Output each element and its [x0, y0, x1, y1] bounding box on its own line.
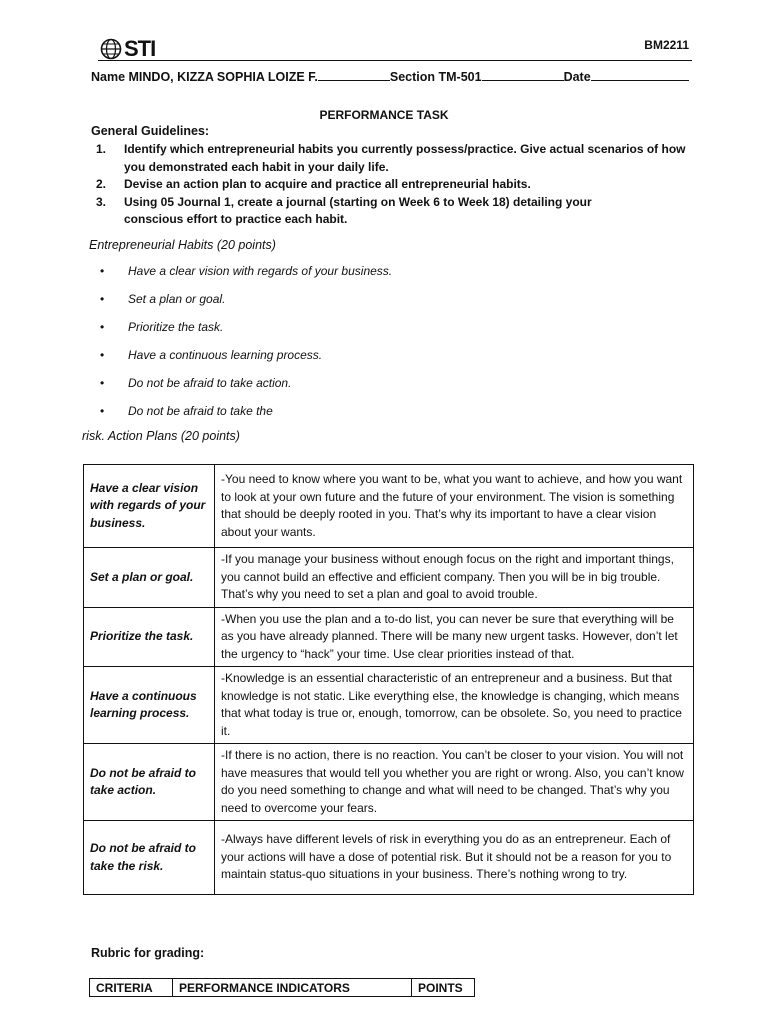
plan-cell: -You need to know where you want to be, what you want to achieve, and how you want to look at your own future and the future of your environment. The vision is something that should be deeply rooted in you. That’s why its important to have a clear vision about your wants.	[215, 465, 694, 548]
bullet-icon: •	[100, 320, 105, 334]
guidelines-list	[96, 141, 696, 229]
list-item: • Prioritize the task.	[100, 320, 392, 348]
rubric-table	[89, 978, 475, 997]
table-row	[84, 548, 694, 608]
section-blank	[482, 68, 564, 81]
table-row	[84, 744, 694, 821]
table-row	[84, 667, 694, 744]
list-item: • Set a plan or goal.	[100, 292, 392, 320]
column-header-criteria: CRITERIA	[90, 979, 173, 997]
logo-text: STI	[124, 36, 156, 61]
bullet-icon: •	[100, 404, 105, 418]
plan-cell: -Knowledge is an essential characteristic of an entrepreneur and a business. But that knowledge is not static. Like everything else, the knowledge is changing, which means that what today is true or, enough, tomorrow, can be obsolete. So, you need to practice it.	[215, 667, 694, 744]
habits-list	[100, 264, 392, 432]
globe-icon	[100, 38, 122, 60]
date-label: Date	[563, 70, 591, 84]
column-header-points: POINTS	[412, 979, 475, 997]
plan-cell: -When you use the plan and a to-do list, you can never be sure that everything will be as you have already planned. There will be many new urgent tasks. However, don’t let the urgency to “hack” your time. Use clear priorities instead of that.	[215, 607, 694, 667]
action-plans-heading: risk. Action Plans (20 points)	[82, 429, 240, 443]
bullet-icon: •	[100, 348, 105, 362]
guideline-item: 1. Identify which entrepreneurial habits you currently possess/practice. Give actual scenarios of how you demonstrated each habit in your daily life.	[96, 142, 686, 174]
habit-cell: Have a clear vision with regards of your business.	[84, 465, 215, 548]
habit-cell: Have a continuous learning process.	[84, 667, 215, 744]
bullet-icon: •	[100, 292, 105, 306]
student-info-line	[91, 68, 689, 84]
name-blank	[318, 68, 390, 81]
plan-cell: -If there is no action, there is no reaction. You can’t be closer to your vision. You will not have measures that would tell you whether you are right or wrong. Also, you can’t know do you need something to change and what will need to be changed. That’s why you need to overcome your fears.	[215, 744, 694, 821]
guideline-item: 3. Using 05 Journal 1, create a journal (starting on Week 6 to Week 18) detailing your conscious effort to practice each habit.	[96, 194, 592, 226]
list-item: • Do not be afraid to take action.	[100, 376, 392, 404]
plan-cell: -If you manage your business without enough focus on the right and important things, you cannot build an effective and efficient company. Then you will be in big trouble. That’s why you need to set a plan and goal to avoid trouble.	[215, 548, 694, 608]
habit-cell: Do not be afraid to take action.	[84, 744, 215, 821]
habit-cell: Prioritize the task.	[84, 607, 215, 667]
rubric-heading: Rubric for grading:	[91, 946, 205, 960]
habit-cell: Set a plan or goal.	[84, 548, 215, 608]
guidelines-heading: General Guidelines:	[91, 124, 210, 138]
table-row	[84, 607, 694, 667]
page-title: PERFORMANCE TASK	[319, 108, 449, 122]
name-label: Name MINDO, KIZZA SOPHIA LOIZE F.	[91, 70, 318, 84]
table-row	[84, 821, 694, 895]
list-item: • Have a clear vision with regards of your business.	[100, 264, 392, 292]
bullet-icon: •	[100, 264, 105, 278]
guideline-item: 2. Devise an action plan to acquire and practice all entrepreneurial habits.	[96, 177, 531, 191]
action-plans-table	[83, 464, 694, 895]
bullet-icon: •	[100, 376, 105, 390]
header-divider	[98, 60, 692, 61]
sti-logo	[100, 36, 155, 62]
column-header-indicators: PERFORMANCE INDICATORS	[173, 979, 412, 997]
document-code: BM2211	[644, 38, 689, 52]
list-item: • Have a continuous learning process.	[100, 348, 392, 376]
plan-cell: -Always have different levels of risk in everything you do as an entrepreneur. Each of your actions will have a dose of potential risk. But it should not be a reason for you to maintain status-quo situations in your business. There’s nothing wrong to try.	[215, 821, 694, 895]
table-row	[84, 465, 694, 548]
table-header-row	[90, 979, 475, 997]
list-item: • Do not be afraid to take the	[100, 404, 392, 432]
habits-heading: Entrepreneurial Habits (20 points)	[89, 238, 276, 252]
section-label: Section TM-501	[389, 70, 482, 84]
date-blank	[591, 68, 689, 81]
habit-cell: Do not be afraid to take the risk.	[84, 821, 215, 895]
